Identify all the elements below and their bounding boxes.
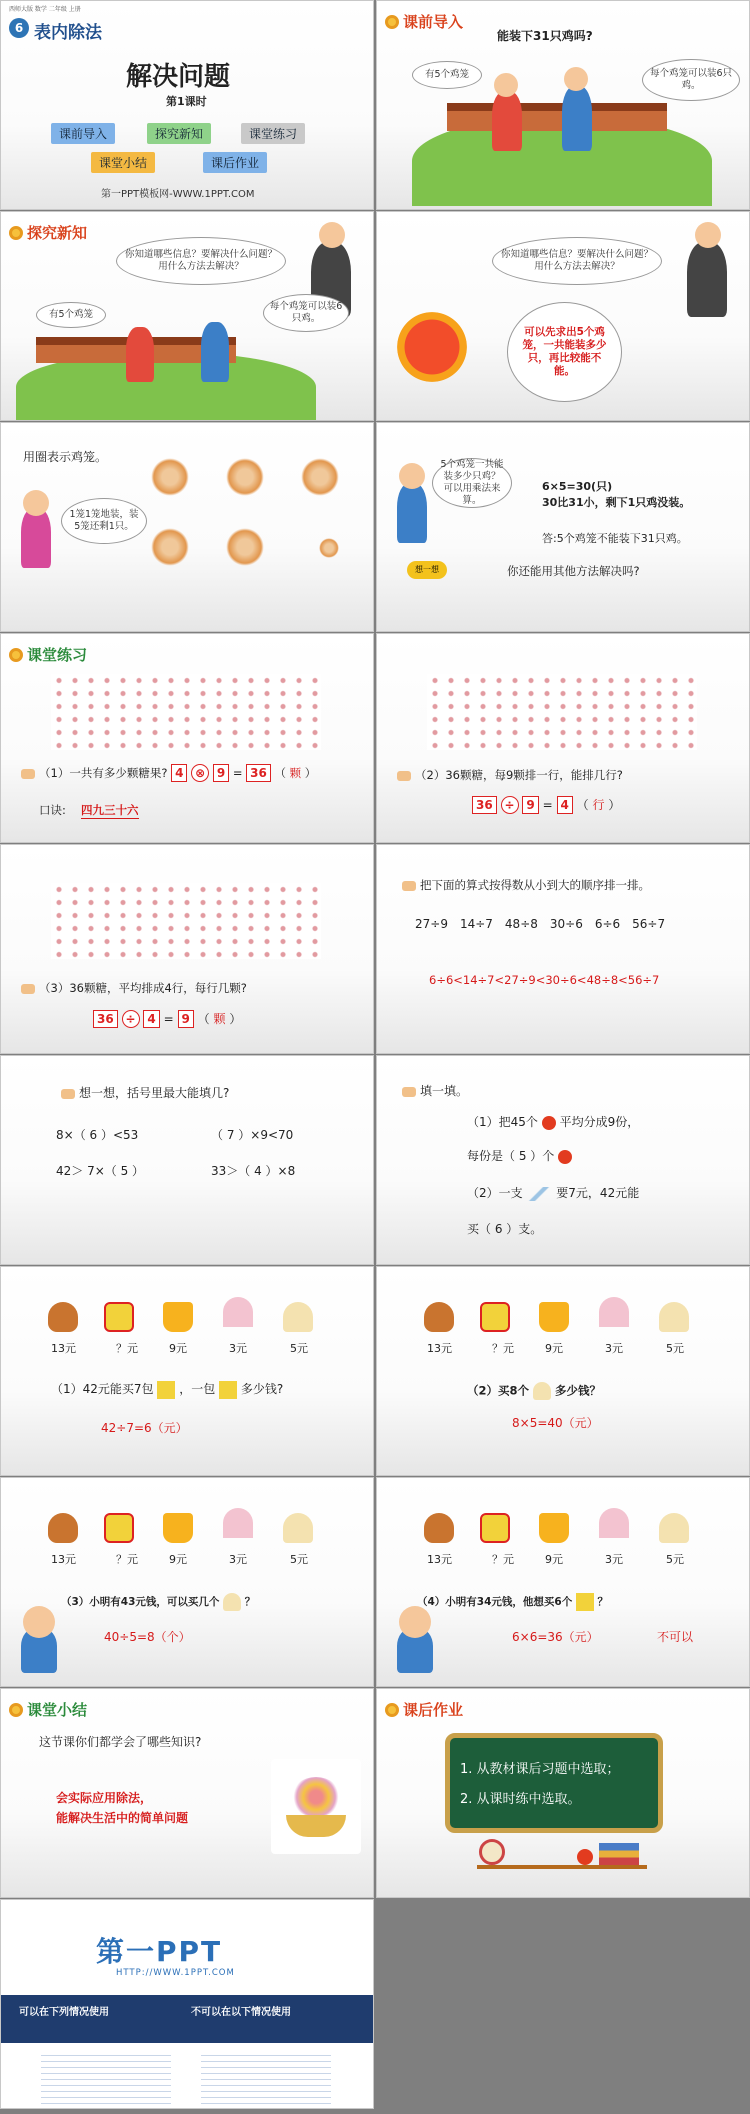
fries-icon [576,1593,594,1611]
line-3: （2）一支 要7元，42元能 [467,1186,640,1200]
desk-shelf [477,1837,647,1869]
section-tag: 探究新知 [9,222,87,243]
sun-character [397,312,467,382]
answer-box[interactable]: 4 [143,1010,159,1028]
section-tag: 课堂小结 [9,1699,87,1720]
bubble-capacity: 每个鸡笼可以装6只鸡。 [642,59,740,101]
boy-bubble: 5个鸡笼一共能装多少只鸡？可以用乘法来算。 [432,458,512,508]
answer-box[interactable]: 4 [171,764,187,782]
inequality: 33＞（ 4 ）×8 [211,1164,296,1178]
question: 这节课你们都学会了哪些知识? [39,1735,202,1749]
slide-5-circles [0,422,374,632]
question: （4）小明有34元钱，他想买6个 ？ [417,1593,608,1611]
hamburger-icon [48,1302,78,1332]
flower-icon [291,1777,341,1817]
fries-icon [219,1381,237,1399]
pointing-hand-icon [402,1087,416,1097]
link-list-left [41,2050,171,2105]
chicken-group-3 [301,458,339,496]
verdict: 不可以 [657,1630,694,1644]
books-icon [599,1843,639,1865]
bowl-icon [286,1815,346,1837]
price-label: ？元 [116,1342,138,1355]
slide-10-sorting [376,844,750,1054]
line-1: （1）把45个 平均分成9份， [467,1115,640,1129]
single-chicken [319,538,339,558]
pointing-hand-icon [397,771,411,781]
expression-list: 27÷9 14÷7 48÷8 30÷6 6÷6 56÷7 [415,917,666,931]
homework-item-2: 2. 从课时练中选取。 [460,1792,581,1807]
unit-title: 表内除法 [34,23,102,43]
fries-icon [480,1302,510,1332]
cupcake-icon [659,1513,689,1543]
inequality: （ 7 ）×9<70 [211,1128,294,1142]
ice-cream-icon [599,1297,629,1327]
fries-icon [104,1302,134,1332]
slide-11-fill-max [0,1055,374,1265]
slide-19-credits [0,1899,374,2109]
price-label: 9元 [169,1553,187,1566]
nav-button-practice[interactable]: 课堂练习 [241,123,305,144]
can-use-heading: 可以在下列情况使用 [19,2007,109,2018]
brand-logo: 第一PPT [96,1935,223,1968]
slide-14-food-2 [376,1266,750,1476]
price-label: 13元 [51,1553,76,1566]
summary-line-1: 会实际应用除法， [56,1791,153,1805]
chicken-group-4 [151,528,189,566]
question: （2）36颗糖，每9颗排一行，能排几行? [397,767,623,783]
pointing-hand-icon [402,881,416,891]
usage-banner [1,1995,373,2043]
cupcake-icon [533,1382,551,1400]
price-label: 13元 [427,1342,452,1355]
question: 你还能用其他方法解决吗? [507,564,640,578]
cupcake-icon [283,1513,313,1543]
farmer-woman [492,91,522,151]
question: 想一想，括号里最大能填几? [61,1084,229,1101]
calc-1: 6×5=30(只) [542,480,613,493]
slide-16-food-4 [376,1477,750,1687]
boy [397,483,427,543]
slide-7-practice-1 [0,633,374,843]
price-label: ？元 [492,1342,514,1355]
farmer-woman [126,327,154,382]
operator-box[interactable]: ⊗ [191,764,209,782]
instruction: 用圈表示鸡笼。 [23,450,108,464]
boy-head [399,1606,431,1638]
bubble-cages: 有5个鸡笼 [412,61,482,89]
pointing-hand-icon [61,1089,75,1099]
answer-box[interactable]: 36 [93,1010,118,1028]
juice-icon [163,1302,193,1332]
answer: 8×5=40（元） [512,1416,599,1430]
price-label: 13元 [427,1553,452,1566]
slide-15-food-3 [0,1477,374,1687]
fries-icon [480,1513,510,1543]
cupcake-icon [283,1302,313,1332]
chicken-coop [447,103,667,131]
slide-17-summary [0,1688,374,1898]
teacher [687,242,727,317]
chalkboard [445,1733,663,1833]
price-label: 3元 [605,1342,623,1355]
juice-icon [163,1513,193,1543]
woman-head [494,73,518,97]
pointing-hand-icon [21,984,35,994]
answer-box[interactable]: 4 [557,796,573,814]
homework-item-1: 1. 从教材课后习题中选取； [460,1762,620,1777]
girl-bubble: 1笼1笼地装，装5笼还剩1只。 [61,498,147,544]
price-label: ？元 [492,1553,514,1566]
cupcake-icon [659,1302,689,1332]
question: （1）42元能买7包 ，一包 多少钱? [51,1380,283,1399]
price-label: 9元 [169,1342,187,1355]
slide-9-practice-3 [0,844,374,1054]
price-label: ？元 [116,1553,138,1566]
ice-cream-icon [223,1508,253,1538]
slide-4-plan [376,211,750,421]
question: 把下面的算式按得数从小到大的顺序排一排。 [402,877,650,893]
slide-18-homework [376,1688,750,1898]
question: 能装下31只鸡吗? [497,29,593,43]
equation: 36 ÷ 9 = 4 （ 行 ） [472,796,620,814]
tomato-icon [542,1116,556,1130]
hamburger-icon [424,1302,454,1332]
snail-icon [385,1703,399,1717]
link-list-right [201,2050,331,2105]
snail-icon [9,1703,23,1717]
inequality: 42＞ 7×（ 5 ） [56,1164,145,1178]
inequality: 8×（ 6 ）<53 [56,1128,139,1142]
answer-box[interactable]: 9 [213,764,229,782]
price-label: 9元 [545,1553,563,1566]
think-badge: 想一想 [407,561,447,579]
bubble-cages: 有5个鸡笼 [36,302,106,328]
farmer-man [562,86,592,151]
answer-box[interactable]: 9 [178,1010,194,1028]
ice-cream-icon [599,1508,629,1538]
juice-icon [539,1513,569,1543]
section-tag: 课堂练习 [9,644,87,665]
hamburger-icon [424,1513,454,1543]
answer: 40÷5=8（个） [104,1630,191,1644]
girl [21,508,51,568]
slide-12-fill-in [376,1055,750,1265]
apple-icon [577,1849,593,1865]
site-footer: 第一PPT模板网-WWW.1PPT.COM [101,189,255,200]
boy-head [23,1606,55,1638]
lesson-label: 第1课时 [166,95,207,108]
answer: 42÷7=6（元） [101,1421,188,1435]
teacher-bubble: 你知道哪些信息？要解决什么问题？用什么方法去解决？ [492,237,662,285]
slide-2-intro [376,0,750,210]
nav-button-homework[interactable]: 课后作业 [203,152,267,173]
sun-bubble: 可以先求出5个鸡笼，一共能装多少只，再比较能不能。 [507,302,622,402]
girl-head [23,490,49,516]
price-label: 3元 [229,1342,247,1355]
boy-head [399,463,425,489]
snail-icon [9,648,23,662]
section-tag: 课后作业 [385,1699,463,1720]
question: （3）36颗糖，平均排成4行，每行几颗? [21,980,247,996]
snail-icon [385,15,399,29]
line-2: 每份是（ 5 ）个 [467,1147,572,1164]
answer: 答:5个鸡笼不能装下31只鸡。 [542,532,688,545]
nav-button-intro[interactable]: 课前导入 [51,123,115,144]
slide-13-food-1 [0,1266,374,1476]
multiplication-rhyme: 四九三十六 [81,803,139,817]
price-label: 13元 [51,1342,76,1355]
nav-button-summary[interactable]: 课堂小结 [91,152,155,173]
question: （2）买8个 多少钱？ [467,1382,601,1400]
section-tag: 课前导入 [385,11,463,32]
chicken-group-1 [151,458,189,496]
operator-box[interactable]: ÷ [122,1010,140,1028]
candy-grid [51,883,321,959]
rhyme-label: 口诀: [39,803,66,817]
equation: 36 ÷ 4 = 9 （ 颗 ） [93,1010,241,1028]
chicken-group-2 [226,458,264,496]
teacher-bubble: 你知道哪些信息？要解决什么问题？用什么方法去解决？ [116,237,286,285]
answer-box[interactable]: 9 [522,796,538,814]
answer: 6×6=36（元） [512,1630,599,1644]
question: 填一填。 [402,1082,468,1099]
tomato-icon [558,1150,572,1164]
pen-icon [526,1187,552,1201]
pointing-hand-icon [21,769,35,779]
price-label: 5元 [290,1553,308,1566]
sorted-answer: 6÷6<14÷7<27÷9<30÷6<48÷8<56÷7 [429,973,660,987]
slide-6-solution [376,422,750,632]
slide-1-title [0,0,374,210]
line-4: 买（ 6 ）支。 [467,1222,543,1236]
slide-8-practice-2 [376,633,750,843]
unit-number-badge: 6 [9,18,29,38]
candy-grid [51,674,321,750]
price-label: 5元 [290,1342,308,1355]
calc-2: 30比31小，剩下1只鸡没装。 [542,496,691,509]
answer-box[interactable]: 36 [246,764,271,782]
hamburger-icon [48,1513,78,1543]
teacher-head [695,222,721,248]
juice-icon [539,1302,569,1332]
bubble-capacity: 每个鸡笼可以装6只鸡。 [263,294,349,332]
fries-icon [157,1381,175,1399]
chicken-group-5 [226,528,264,566]
price-label: 3元 [605,1553,623,1566]
summary-line-2: 能解决生活中的简单问题 [56,1811,189,1825]
price-label: 5元 [666,1553,684,1566]
slide-3-explore [0,211,374,421]
operator-box[interactable]: ÷ [501,796,519,814]
brand-url[interactable]: HTTP://WWW.1PPT.COM [116,1968,235,1978]
man-head [564,67,588,91]
cannot-use-heading: 不可以在以下情况使用 [191,2007,291,2018]
breadcrumb: 西师大版 数学 二年级 上册 [9,6,81,13]
page-title: 解决问题 [126,62,231,92]
answer-box[interactable]: 36 [472,796,497,814]
farmer-man [201,322,229,382]
candy-grid [427,674,697,750]
clock-icon [479,1839,505,1865]
flower-bowl-image [271,1759,361,1854]
question: （3）小明有43元钱，可以买几个 ？ [61,1593,255,1611]
price-label: 9元 [545,1342,563,1355]
cupcake-icon [223,1593,241,1611]
price-label: 3元 [229,1553,247,1566]
snail-icon [9,226,23,240]
price-label: 5元 [666,1342,684,1355]
ice-cream-icon [223,1297,253,1327]
teacher-head [319,222,345,248]
nav-button-explore[interactable]: 探究新知 [147,123,211,144]
question: （1）一共有多少颗糖果? 4 ⊗ 9 = 36 （ 颗 ） [21,764,316,782]
fries-icon [104,1513,134,1543]
